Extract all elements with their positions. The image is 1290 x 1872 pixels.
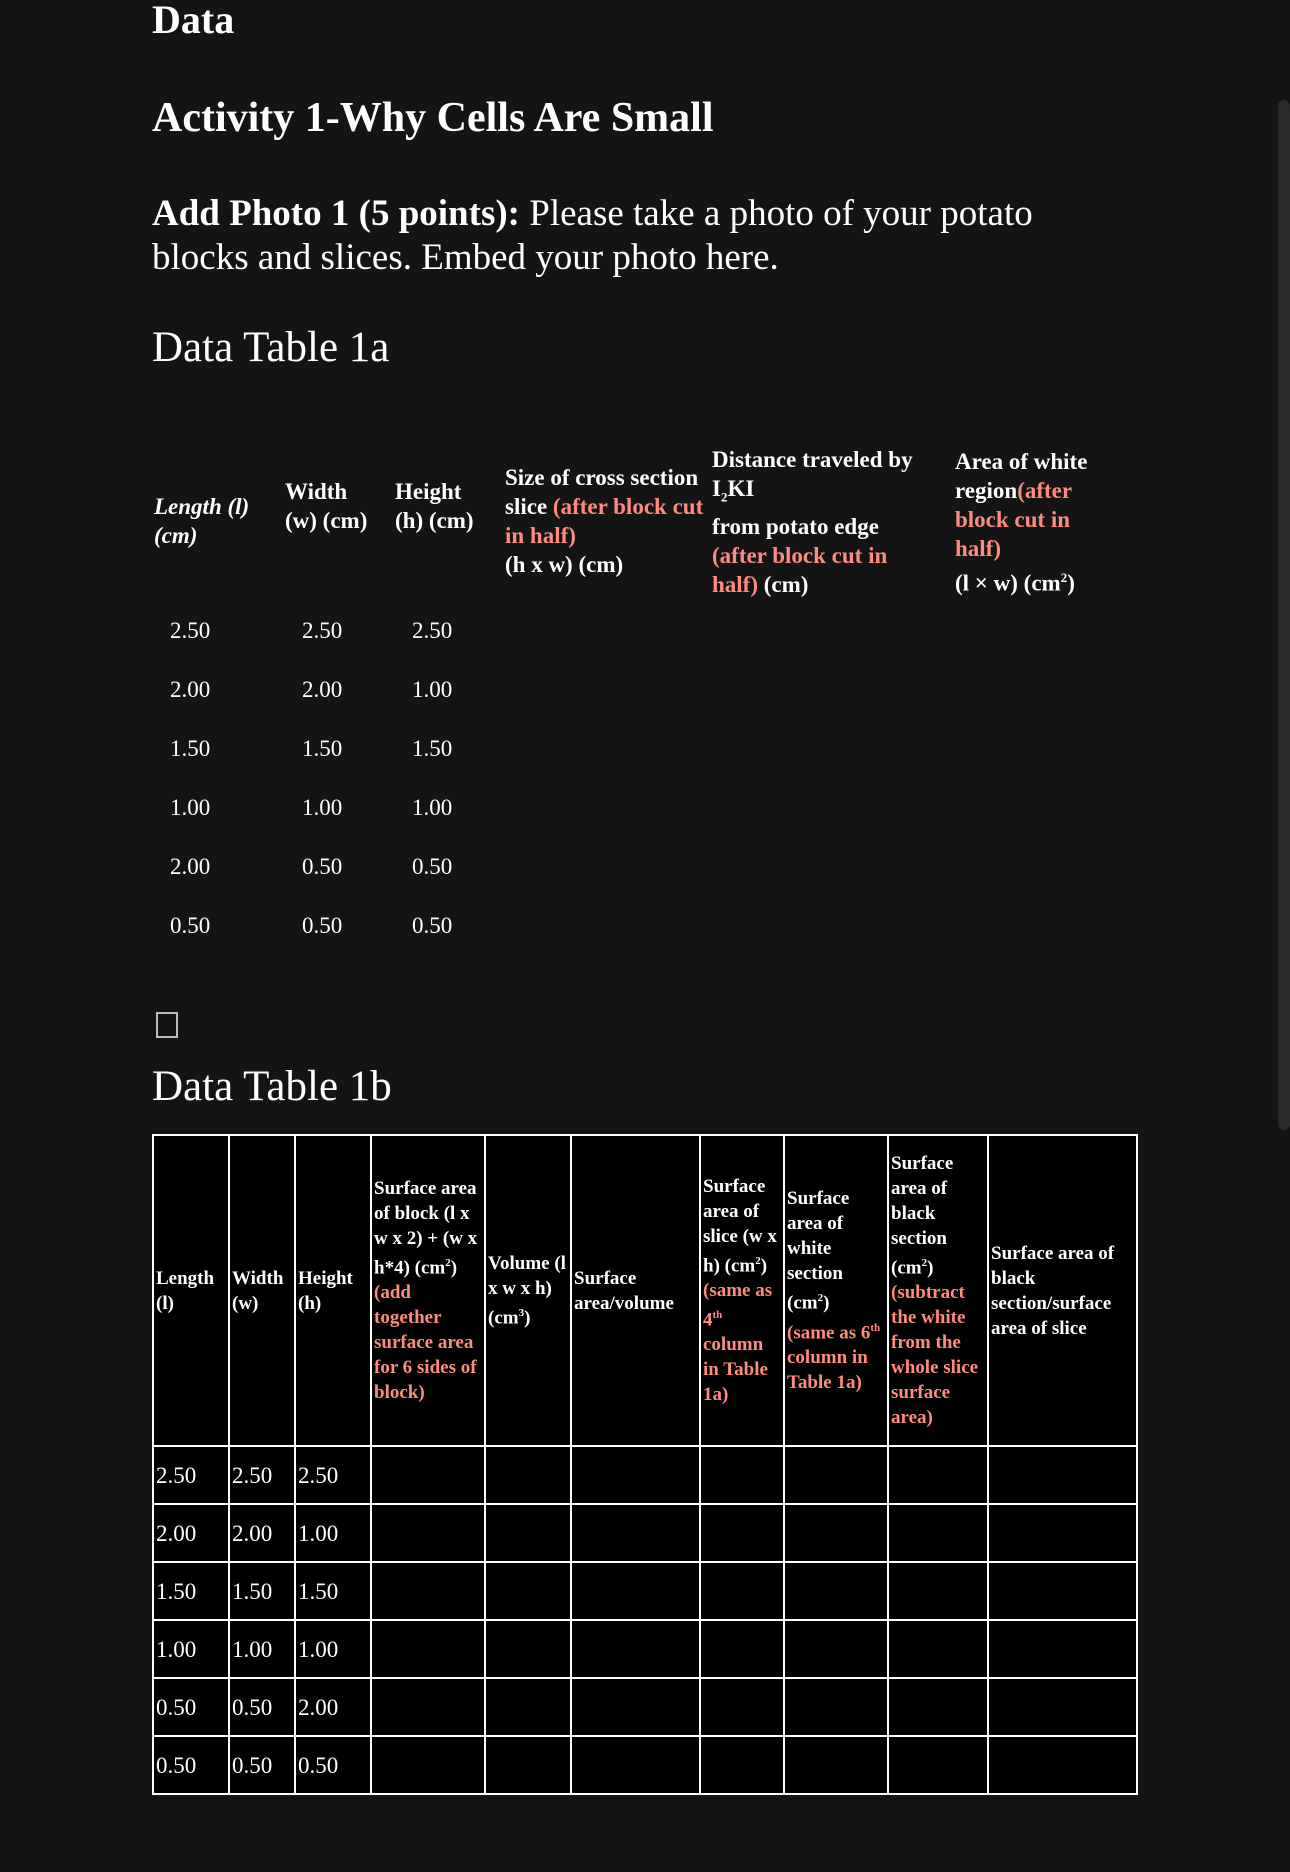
t1b-sa-white-sup: 2 (817, 1292, 824, 1305)
t1b-empty-cell[interactable] (784, 1446, 888, 1504)
t1a-cell: 0.50 (412, 854, 453, 879)
t1b-cell: 2.50 (295, 1446, 371, 1504)
t1b-sa-slice-sup: 2 (755, 1254, 761, 1267)
t1b-header-row (153, 1135, 1137, 1446)
t1b-empty-cell[interactable] (888, 1446, 988, 1504)
t1a-area-c: ) (1067, 570, 1075, 596)
t1b-cell: 0.50 (229, 1678, 295, 1736)
t1b-sa-white-red-b: column in Table 1a) (787, 1346, 868, 1393)
t1a-dist-sub: 2 (720, 489, 728, 505)
table-row (153, 1736, 1137, 1794)
t1b-sa-white-red-sup: th (870, 1321, 881, 1334)
t1a-header-white-area (955, 447, 1110, 598)
t1b-empty-cell[interactable] (371, 1446, 485, 1504)
t1b-sa-block-b: ) (450, 1257, 458, 1279)
t1b-empty-cell[interactable] (700, 1678, 784, 1736)
t1b-sa-slice-b: ) (760, 1255, 768, 1276)
t1a-dist-red: (after block cut in half) (712, 542, 888, 597)
t1a-dist-a: Distance traveled by I (712, 447, 913, 501)
t1a-area-red: (after block cut in half) (955, 478, 1072, 561)
t1b-sa-white-b: ) (823, 1292, 830, 1314)
t1b-header-width (229, 1135, 295, 1446)
photo-text: Please take a photo of your potato blocks and slices. Embed your photo here. (152, 193, 1033, 278)
t1b-empty-cell[interactable] (571, 1620, 700, 1678)
t1b-cell: 2.50 (153, 1446, 229, 1504)
t1a-cell: 0.50 (170, 913, 211, 938)
t1b-sa-slice-red-b: column in Table 1a) (703, 1334, 768, 1406)
t1b-empty-cell[interactable] (371, 1736, 485, 1794)
t1b-empty-cell[interactable] (485, 1562, 571, 1620)
t1b-header-sa-volume (571, 1135, 700, 1446)
t1b-sa-block-sup: 2 (445, 1256, 451, 1269)
t1b-empty-cell[interactable] (700, 1446, 784, 1504)
table-1b-title: Data Table 1b (152, 1063, 392, 1110)
t1b-header-sa-black (888, 1135, 988, 1446)
t1b-empty-cell[interactable] (888, 1736, 988, 1794)
t1a-cross-a: Size of cross section slice (505, 465, 699, 519)
t1b-empty-cell[interactable] (988, 1620, 1137, 1678)
t1b-cell: 0.50 (153, 1678, 229, 1736)
t1b-sa-slice-a: Surface area of slice (w x h) (cm (703, 1175, 777, 1276)
t1b-empty-cell[interactable] (988, 1446, 1137, 1504)
t1b-width-label: Width (w) (232, 1267, 284, 1314)
t1a-cell: 0.50 (412, 913, 453, 938)
t1b-empty-cell[interactable] (571, 1562, 700, 1620)
t1a-cross-red: (after block cut in half) (505, 494, 704, 548)
t1b-sa-black-sup: 2 (921, 1256, 928, 1269)
t1b-header-sa-white (784, 1135, 888, 1446)
t1b-ratio-label: Surface area of black section/surface area of slice (991, 1242, 1115, 1339)
t1b-sa-white-red-a: (same as 6 (787, 1321, 871, 1343)
photo-instructions (152, 192, 1092, 280)
t1b-empty-cell[interactable] (371, 1504, 485, 1562)
t1b-empty-cell[interactable] (888, 1620, 988, 1678)
t1b-empty-cell[interactable] (888, 1504, 988, 1562)
t1a-cell: 2.00 (302, 677, 343, 702)
t1b-empty-cell[interactable] (988, 1678, 1137, 1736)
t1b-cell: 1.00 (229, 1620, 295, 1678)
t1b-empty-cell[interactable] (485, 1678, 571, 1736)
scrollbar[interactable] (1278, 100, 1290, 1130)
t1b-volume-b: ) (524, 1307, 531, 1329)
activity-title: Activity 1-Why Cells Are Small (152, 95, 714, 141)
t1b-cell: 1.00 (295, 1620, 371, 1678)
t1b-header-sa-slice (700, 1135, 784, 1446)
t1a-cell: 1.50 (412, 736, 453, 761)
t1a-dist-c: from potato edge (712, 513, 879, 539)
t1b-cell: 1.50 (295, 1562, 371, 1620)
t1b-sa-block-a: Surface area of block (l x w x 2) + (w x h*4) (cm (374, 1177, 478, 1279)
t1b-volume-sup: 3 (518, 1306, 525, 1319)
t1b-cell: 1.00 (295, 1504, 371, 1562)
t1a-cell: 2.00 (170, 854, 211, 879)
t1a-header-height: Height (h) (cm) (395, 479, 474, 533)
t1b-header-volume (485, 1135, 571, 1446)
t1b-empty-cell[interactable] (700, 1562, 784, 1620)
data-table-1b (152, 1134, 1138, 1795)
t1b-header-ratio (988, 1135, 1137, 1446)
t1b-empty-cell[interactable] (485, 1504, 571, 1562)
t1b-empty-cell[interactable] (988, 1562, 1137, 1620)
t1b-sa-black-b: ) (927, 1257, 934, 1279)
t1a-area-b: (l × w) (cm (955, 570, 1061, 596)
t1b-empty-cell[interactable] (485, 1446, 571, 1504)
t1a-dist-d: (cm) (758, 571, 809, 597)
t1a-cell: 2.50 (170, 618, 211, 643)
t1a-cell: 0.50 (302, 913, 343, 938)
table-row (153, 1562, 1137, 1620)
t1b-header-sa-block (371, 1135, 485, 1446)
t1a-cell: 2.50 (302, 618, 343, 643)
table-row (153, 1504, 1137, 1562)
t1b-empty-cell[interactable] (485, 1736, 571, 1794)
t1b-empty-cell[interactable] (988, 1736, 1137, 1794)
t1b-empty-cell[interactable] (988, 1504, 1137, 1562)
t1b-empty-cell[interactable] (571, 1504, 700, 1562)
t1b-cell: 2.00 (295, 1678, 371, 1736)
table-row (153, 1678, 1137, 1736)
t1a-header-width: Width (w) (cm) (285, 479, 368, 533)
t1b-empty-cell[interactable] (784, 1736, 888, 1794)
t1b-empty-cell[interactable] (784, 1504, 888, 1562)
t1b-header-height (295, 1135, 371, 1446)
t1b-empty-cell[interactable] (700, 1736, 784, 1794)
t1a-header-cross-section (505, 463, 710, 579)
t1b-empty-cell[interactable] (571, 1736, 700, 1794)
t1a-cell: 0.50 (302, 854, 343, 879)
t1a-area-sup: 2 (1060, 570, 1068, 585)
table-row (153, 1446, 1137, 1504)
t1b-cell: 1.50 (229, 1562, 295, 1620)
t1b-sa-white-a: Surface area of white section (cm (787, 1188, 850, 1314)
t1b-sa-block-red: (add together surface area for 6 sides of block) (374, 1282, 477, 1404)
t1b-empty-cell[interactable] (700, 1620, 784, 1678)
t1a-cell: 2.00 (170, 677, 211, 702)
t1a-cell: 1.50 (170, 736, 211, 761)
t1a-dist-b: KI (727, 476, 755, 501)
t1b-sa-slice-red-sup: th (712, 1309, 723, 1321)
t1b-empty-cell[interactable] (571, 1446, 700, 1504)
t1b-empty-cell[interactable] (485, 1620, 571, 1678)
t1b-cell: 1.50 (153, 1562, 229, 1620)
t1b-cell: 1.00 (153, 1620, 229, 1678)
t1b-cell: 0.50 (229, 1736, 295, 1794)
t1a-cross-b: (h x w) (cm) (505, 552, 624, 577)
t1a-cell: 1.00 (412, 795, 453, 820)
t1b-length-label: Length (l) (156, 1267, 215, 1314)
t1b-empty-cell[interactable] (371, 1562, 485, 1620)
t1b-empty-cell[interactable] (888, 1562, 988, 1620)
t1b-header-length (153, 1135, 229, 1446)
table-1a-title: Data Table 1a (152, 324, 390, 371)
t1b-sa-slice-red-a: (same as 4 (703, 1280, 773, 1331)
t1b-empty-cell[interactable] (888, 1678, 988, 1736)
t1a-cell: 1.00 (412, 677, 453, 702)
t1b-cell: 0.50 (153, 1736, 229, 1794)
checkbox-icon[interactable] (156, 1012, 178, 1038)
photo-label: Add Photo 1 (5 points): (152, 193, 520, 234)
t1b-empty-cell[interactable] (571, 1678, 700, 1736)
t1a-header-distance (712, 445, 927, 599)
t1b-empty-cell[interactable] (784, 1620, 888, 1678)
t1a-cell: 1.00 (302, 795, 343, 820)
t1a-area-a: Area of white region (955, 449, 1088, 503)
table-row (153, 1620, 1137, 1678)
t1b-cell: 2.00 (153, 1504, 229, 1562)
t1a-cell: 2.50 (412, 618, 453, 643)
t1b-volume-a: Volume (l x w x h) (cm (488, 1252, 566, 1329)
t1b-sa-black-a: Surface area of black section (cm (891, 1152, 954, 1279)
t1b-cell: 0.50 (295, 1736, 371, 1794)
t1b-sa-black-red: (subtract the white from the whole slice surface area) (891, 1282, 979, 1429)
t1b-empty-cell[interactable] (371, 1620, 485, 1678)
section-title-data: Data (152, 0, 235, 42)
t1a-header-length: Length (l) (cm) (154, 494, 250, 548)
t1b-cell: 2.00 (229, 1504, 295, 1562)
t1a-cell: 1.50 (302, 736, 343, 761)
t1b-empty-cell[interactable] (784, 1678, 888, 1736)
t1b-empty-cell[interactable] (700, 1504, 784, 1562)
t1a-cell: 1.00 (170, 795, 211, 820)
t1b-empty-cell[interactable] (371, 1678, 485, 1736)
t1b-height-label: Height (h) (298, 1267, 353, 1314)
t1b-cell: 2.50 (229, 1446, 295, 1504)
t1b-sa-volume-label: Surface area/volume (574, 1267, 674, 1314)
t1b-empty-cell[interactable] (784, 1562, 888, 1620)
